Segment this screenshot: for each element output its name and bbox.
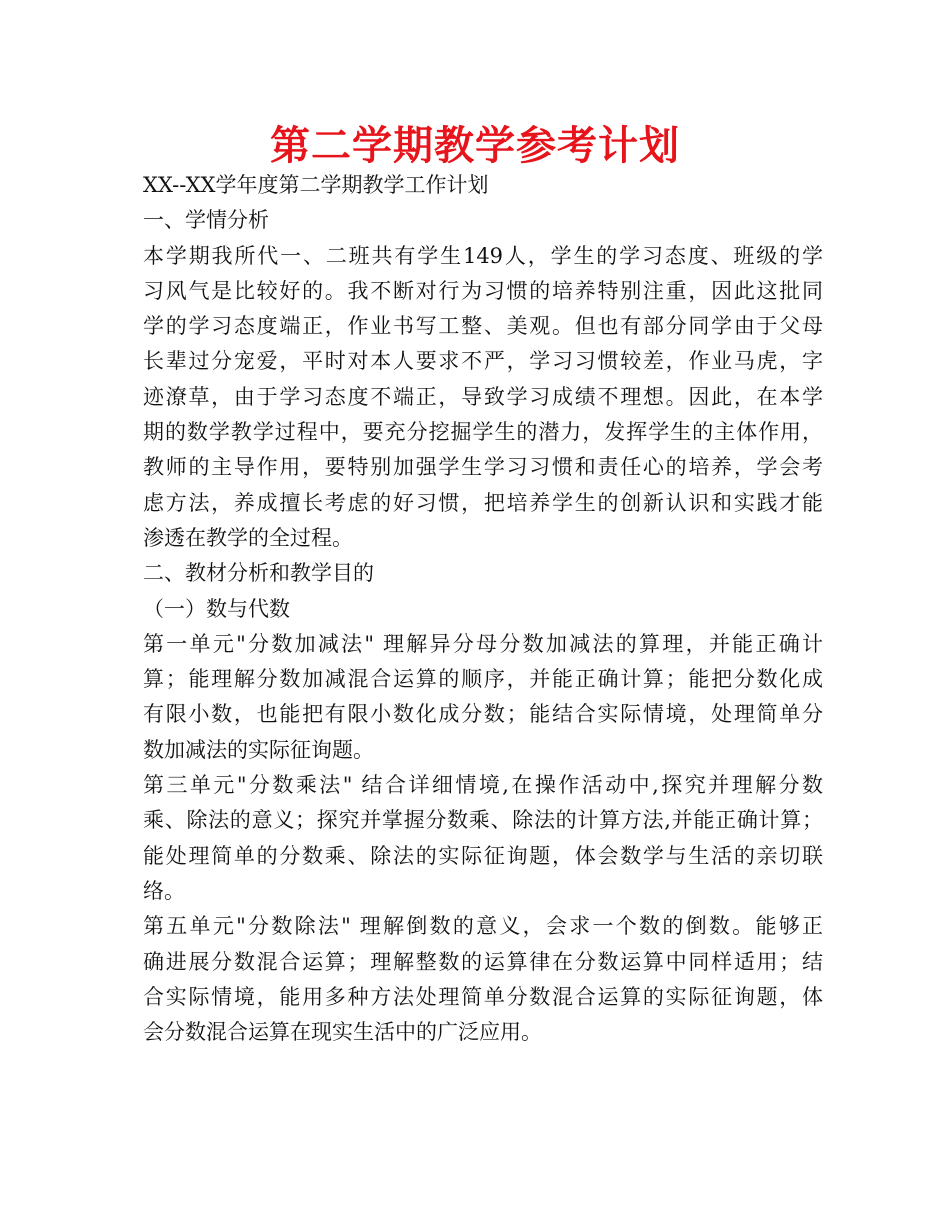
text-line: 渗透在教学的全过程。 — [143, 525, 353, 550]
text-line: 第三单元"分数乘法" 结合详细情境,在操作活动中,探究并理解分数 — [143, 773, 823, 798]
text-line: XX--XX学年度第二学期教学工作计划 — [143, 173, 489, 197]
text-line: 算；能理解分数加减混合运算的顺序，并能正确计算；能把分数化成 — [143, 667, 823, 692]
text-line: 本学期我所代一、二班共有学生149人，学生的学习态度、班级的学 — [143, 243, 823, 268]
document-title: 第二学期教学参考计划 — [270, 123, 680, 169]
text-line: 数加减法的实际征询题。 — [143, 737, 374, 762]
text-line: 确进展分数混合运算；理解整数的运算律在分数运算中同样适用；结 — [143, 949, 823, 974]
text-line: 虑方法，养成擅长考虑的好习惯，把培养学生的创新认识和实践才能 — [143, 490, 823, 515]
text-line: 第五单元"分数除法" 理解倒数的意义，会求一个数的倒数。能够正 — [143, 914, 823, 939]
text-line: （一）数与代数 — [143, 596, 290, 621]
text-line: 第一单元"分数加减法" 理解异分母分数加减法的算理，并能正确计 — [143, 631, 823, 656]
text-line: 习风气是比较好的。我不断对行为习惯的培养特别注重，因此这批同 — [143, 278, 823, 303]
text-line: 会分数混合运算在现实生活中的广泛应用。 — [143, 1020, 542, 1045]
text-line: 能处理简单的分数乘、除法的实际征询题，体会数学与生活的亲切联 — [143, 843, 823, 868]
text-line: 迹潦草，由于学习态度不端正，导致学习成绩不理想。因此，在本学 — [143, 384, 823, 409]
text-line: 学的学习态度端正，作业书写工整、美观。但也有部分同学由于父母 — [143, 314, 823, 339]
text-line: 络。 — [143, 878, 185, 903]
document-body — [143, 168, 823, 1050]
text-line: 合实际情境，能用多种方法处理简单分数混合运算的实际征询题，体 — [143, 984, 823, 1009]
text-line: 乘、除法的意义；探究并掌握分数乘、除法的计算方法,并能正确计算； — [143, 808, 823, 833]
text-line: 二、教材分析和教学目的 — [143, 561, 374, 586]
text-line: 期的数学教学过程中，要充分挖掘学生的潜力，发挥学生的主体作用， — [143, 420, 823, 445]
text-line: 长辈过分宠爱，平时对本人要求不严，学习习惯较差，作业马虎，字 — [143, 349, 823, 374]
text-line: 教师的主导作用，要特别加强学生学习习惯和责任心的培养，学会考 — [143, 455, 823, 480]
text-line: 一、学情分析 — [143, 208, 269, 233]
text-line: 有限小数，也能把有限小数化成分数；能结合实际情境，处理简单分 — [143, 702, 823, 727]
